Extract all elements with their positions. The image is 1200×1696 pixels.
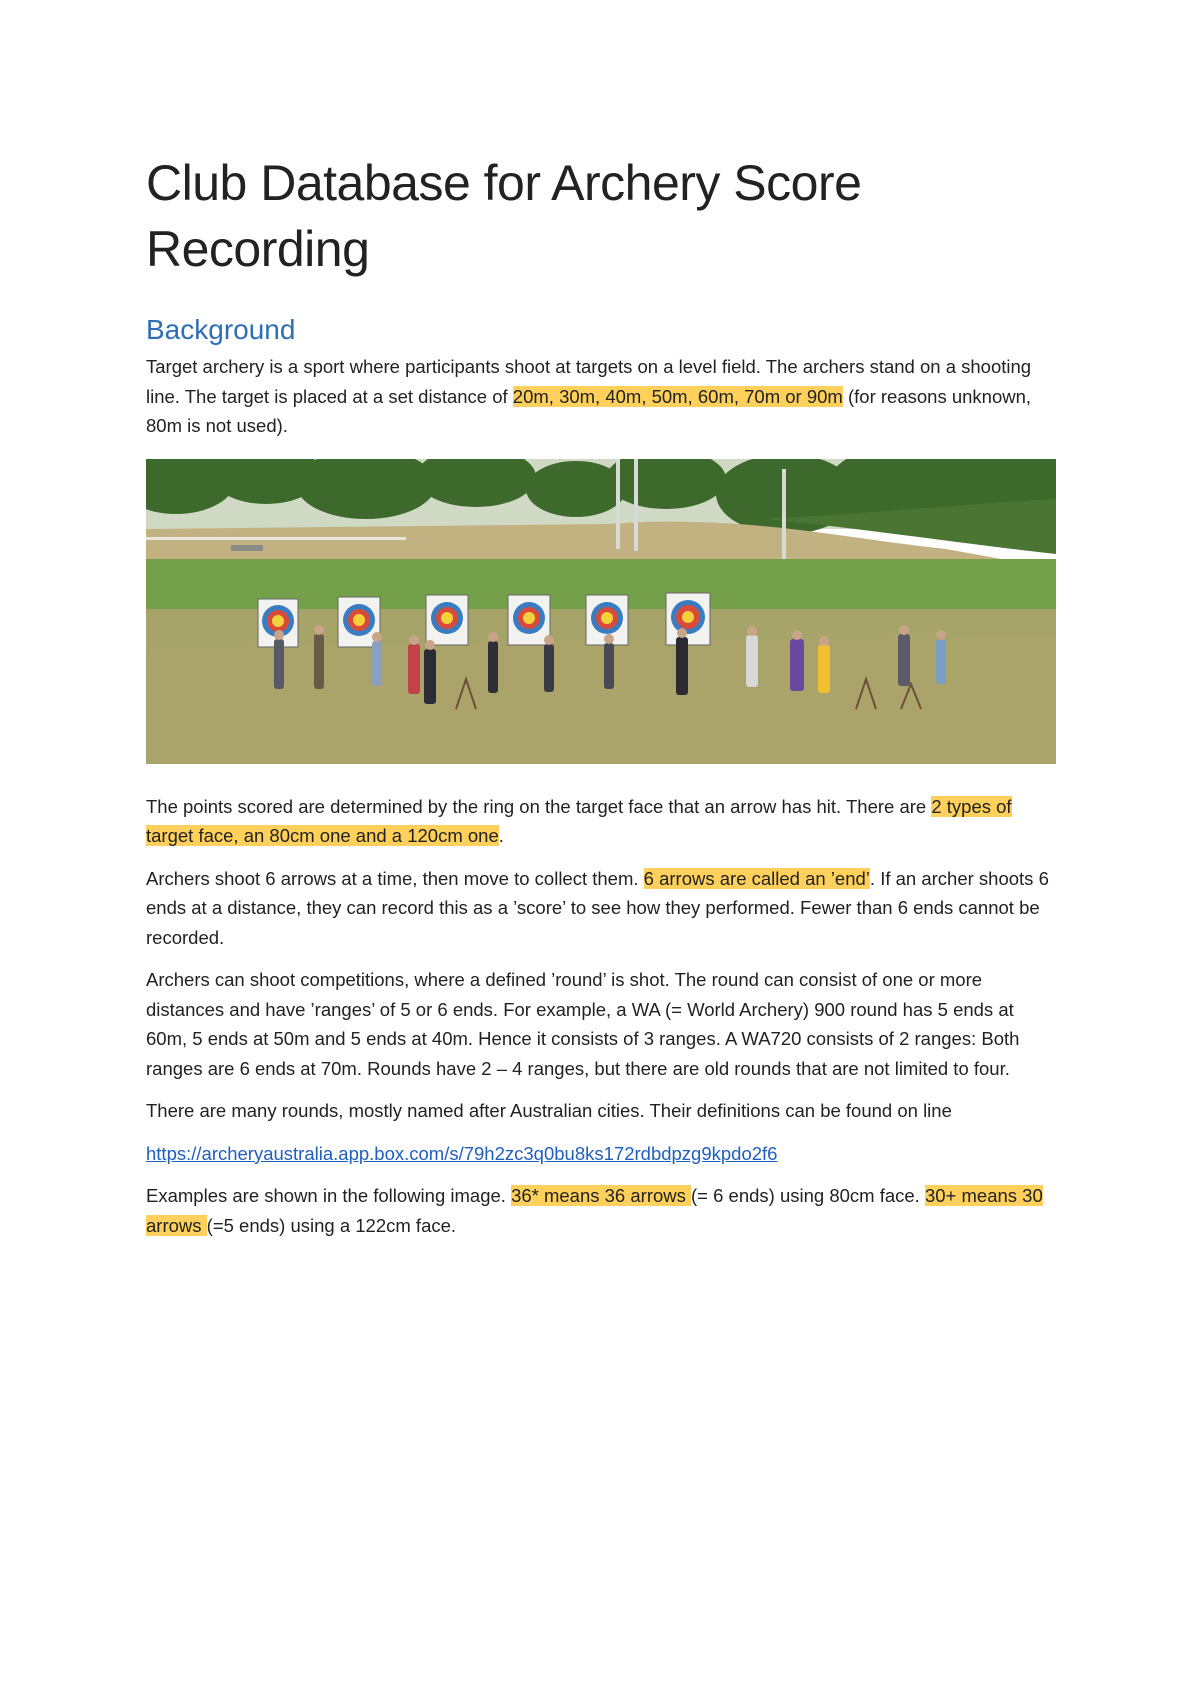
paragraph-link [146, 1139, 1056, 1169]
paragraph-round-definitions: There are many rounds, mostly named after Australian cities. Their definitions can be found on line [146, 1100, 952, 1121]
highlighted-target-faces: 2 types of target face, an 80cm one and a 120cm one [146, 795, 1012, 846]
highlighted-36-arrows: 36* means 36 arrows [511, 1185, 692, 1206]
paragraph-text: . If an archer shoots 6 ends at a distance, they can record this as a ’score’ to see how they performed. Fewer than 6 ends cannot be recorded. [146, 867, 1049, 948]
paragraph-text: (=5 ends) using a 122cm face. [206, 1214, 457, 1236]
paragraph-distances [146, 352, 1056, 441]
paragraph-text: . [498, 825, 504, 846]
highlighted-end-definition: 6 arrows are called an ’end’ [643, 867, 870, 889]
target-boss [508, 595, 550, 645]
paragraph-text: (for reasons unknown, 80m is not used). [146, 385, 1032, 436]
target-boss [666, 593, 710, 645]
paragraph-text: Archers shoot 6 arrows at a time, then move to collect them. [146, 867, 644, 889]
paragraph-text: The points scored are determined by the ring on the target face that an arrow has hit. There are [146, 795, 932, 817]
paragraph-target-faces [146, 792, 1056, 851]
paragraph-rounds: Archers can shoot competitions, where a defined ’round’ is shot. The round can consist of one or more distances and have ’ranges’ of 5 or 6 ends. For example, a WA (= World Archery) 900 round has 5 ends at 60m, 5 ends at 50m and 5 ends at 40m. Hence it consists of 3 ranges. A WA720 consists of 2 ranges: Both ranges are 6 ends at 70m. Rounds have 2 – 4 ranges, but there are old rounds that are not limited to four. [146, 969, 1020, 1079]
highlighted-distances: 20m, 30m, 40m, 50m, 60m, 70m or 90m [512, 385, 843, 407]
document-title: Club Database for Archery Score Recording [146, 155, 862, 277]
archery-australia-link[interactable]: https://archeryaustralia.app.box.com/s/79h2zc3q0bu8ks172rdbdpzg9kpdo2f6 [146, 1142, 778, 1164]
paragraph-ends [146, 864, 1056, 953]
target-boss [426, 595, 468, 645]
paragraph-examples [146, 1181, 1056, 1240]
paragraph-text: Target archery is a sport where participants shoot at targets on a level field. The archers stand on a shooting line. The target is placed at a set distance of [146, 356, 1032, 407]
archery-field-photo [146, 459, 1056, 764]
document-page [146, 150, 1056, 1253]
background-heading: Background [146, 314, 296, 345]
paragraph-text: Examples are shown in the following image. [146, 1185, 512, 1206]
highlighted-30-arrows: 30+ means 30 arrows [146, 1185, 1043, 1236]
paragraph-text: (= 6 ends) using 80cm face. [691, 1185, 925, 1206]
